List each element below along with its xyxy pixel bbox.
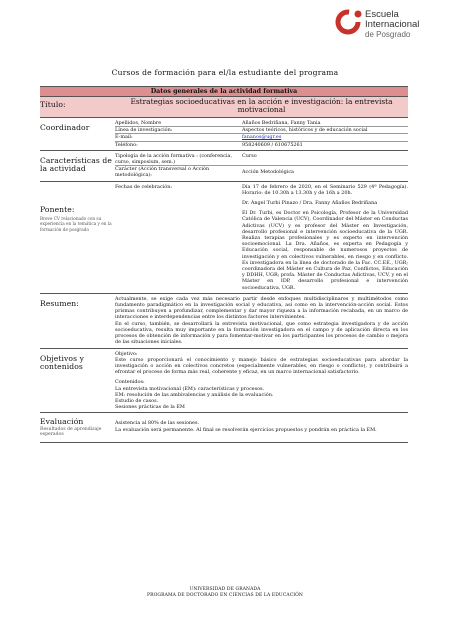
coordinator-fields <box>115 118 408 150</box>
contents-item: EM: resolución de las ambivalencias y análisis de la evaluación. <box>115 391 274 398</box>
field-value: 958240609 / 610675261 <box>242 141 303 148</box>
characteristics-fields <box>115 151 408 181</box>
field-key: Línea de investigación: <box>115 127 173 134</box>
field-key: Apellidos, Nombre <box>115 120 162 126</box>
contents-item: Sesiones prácticas de la EM <box>115 404 185 411</box>
evaluation-line: La evaluación será permanente. Al final se resolverán ejercicios propuestos y pondrán en práctica la EM. <box>115 426 377 433</box>
objectives-row <box>40 349 408 414</box>
logo-line-3: de Posgrado <box>365 30 411 39</box>
speaker-row <box>40 182 408 294</box>
field-value: Curso <box>242 152 257 159</box>
speaker-cv: El Dr. Turbi, es Doctor en Psicología, Profesor de la Universidad Católica de Valencia (UCV), Coordinador del Máster en Conductas Adictivas (UCV) y es profesor del Máster en Investigación, desarrollo profesional e intervención socioeducativa de la UGR. Realiza terapias profesionales y es experto en intervención socioemocional. La Dra. Añaños, es experta en Pedagogía y Educación social, responsable de numerosos proyectos de investigación y en colectivos vulnerables, en riesgo y en conflicto. Es investigadora en la línea de doctorado de la Fac. CC.EE., UGR; coordinadora del Máster en Cultura de Paz, Conflictos, Educación y DDHH, UGR; profa. Máster de Conductas Adictivas, UCV, y en el Máster en IDP, desarrollo profesional e intervención socioeducativa, UGR. <box>242 210 408 291</box>
characteristics-row <box>40 151 408 182</box>
coordinator-phone-field <box>115 142 408 148</box>
evaluation-row <box>40 413 408 442</box>
evaluation-line: Asistencia al 80% de las sesiones. <box>115 420 200 427</box>
email-link[interactable]: fananos@ugr.es <box>242 134 282 141</box>
section-header: Datos generales de la actividad formativa <box>40 86 408 97</box>
coordinator-label: Coordinador <box>40 123 90 132</box>
coordinator-row <box>40 118 408 151</box>
field-key: Teléfono: <box>115 141 138 148</box>
dates-value: Día 17 de febrero de 2020, en el Seminario 529 (4ª Pedagogía). Horario: de 10.30h a 13.30h y de 16h a 20h. <box>242 183 408 196</box>
speaker-label-cell <box>40 182 115 293</box>
page-footer <box>0 587 450 599</box>
title-value: Estrategias socioeducativas en la acción e investigación: la entrevista motivacional <box>130 97 393 115</box>
speaker-content <box>115 182 408 293</box>
evaluation-content <box>115 413 408 441</box>
objective-text: Este curso proporcionará el conocimiento y manejo básico de estrategias socioeducativas para abordar la investigación o acción en colectivos concretos (especialmente vulnerables, en riesgo o conflicto), y contribuirá a efrontar el proceso de forma más real, coherente y eficaz, en un marco internacional satisfactorio. <box>115 356 408 376</box>
characteristics-label: Características de la actividad <box>40 155 112 174</box>
field-value: Aspectos teóricos, históricos y de educación social <box>242 127 368 134</box>
document-title: Cursos de formación para el/la estudiante del programa <box>111 68 339 77</box>
title-row <box>40 97 408 118</box>
logo-text <box>365 10 419 40</box>
footer-university: UNIVERSIDAD DE GRANADA <box>189 587 261 592</box>
logo-line-2: Internacional <box>365 19 420 30</box>
objectives-label: Objetivos y contenidos <box>40 353 84 371</box>
objectives-content <box>115 349 408 413</box>
typology-field <box>115 153 408 166</box>
title-label-cell <box>40 97 115 117</box>
field-value: Añaños Bedriñana, Fanny Tania <box>242 120 321 126</box>
contents-item: Estudio de casos. <box>115 397 159 404</box>
speaker-label: Ponente: <box>40 204 75 214</box>
summary-paragraph-2: En el curso, también, se desarrollará la entrevista motivacional, que como estrategia investigadora y de acción socioeducativa, resulta muy importante en la formación investigadora en el campo y de aplicación directa en los procesos de obtención de información y para fomentar-motivar en los participantes los procesos de cambio o mejora de las situaciones iniciales. <box>115 320 408 346</box>
objectives-label-cell <box>40 349 115 413</box>
summary-row <box>40 294 408 349</box>
activity-form <box>40 86 408 443</box>
coordinator-label-cell <box>40 118 115 150</box>
evaluation-label: Evaluación <box>40 417 84 427</box>
characteristics-label-cell <box>40 151 115 181</box>
evaluation-label-cell <box>40 413 115 441</box>
speakers-line: Dr. Ángel Turbi Pinazo / Dra. Fanny Añaños Bedriñana <box>242 200 378 207</box>
field-key: E-mail: <box>115 134 133 141</box>
field-value-cell <box>242 134 408 140</box>
field-value: Acción Metodológica <box>242 169 294 176</box>
coordinator-email-field <box>115 134 408 141</box>
logo-line-1: Escuela <box>365 9 399 20</box>
evaluation-note: Resultados de aprendizaje esperados <box>40 426 102 438</box>
footer-program: PROGRAMA DE DOCTORADO EN CIENCIAS DE LA EDUCACIÓN <box>147 593 303 598</box>
objective-heading: Objetivo: <box>115 350 138 357</box>
contents-heading: Contenidos: <box>115 379 145 386</box>
dates-label: Fechas de celebración: <box>115 183 172 190</box>
field-key: Carácter (Acción transversal o Acción metodológica): <box>115 166 210 179</box>
summary-content <box>115 294 408 348</box>
summary-label-cell <box>40 294 115 348</box>
summary-paragraph-1: Actualmente, se exige cada vez más necesario partir desde enfoques multidisciplinares y multimétodos como fundamento paradigmático en la investigación social y educativa, así como en la intervención-acción social. Estos prismas contribuyen a profundizar, complementar y dar mayor riqueza a la información recabada, en un marco de interacciones e interdependencias entre los distintos factores intervinientes. <box>115 295 408 321</box>
title-label: Título: <box>40 100 66 109</box>
field-key: Tipología de la acción formativa : (conferencia, curso, simposium, sem.) <box>115 152 233 166</box>
speaker-note: Breve CV relacionado con su experiencia en la temática y en la formación de posgrado <box>40 216 112 232</box>
character-field <box>115 166 408 178</box>
speaker-details <box>242 184 408 291</box>
contents-item: La entrevista motivacional (EM): características y procesos. <box>115 385 265 392</box>
summary-label: Resumen: <box>40 298 79 308</box>
